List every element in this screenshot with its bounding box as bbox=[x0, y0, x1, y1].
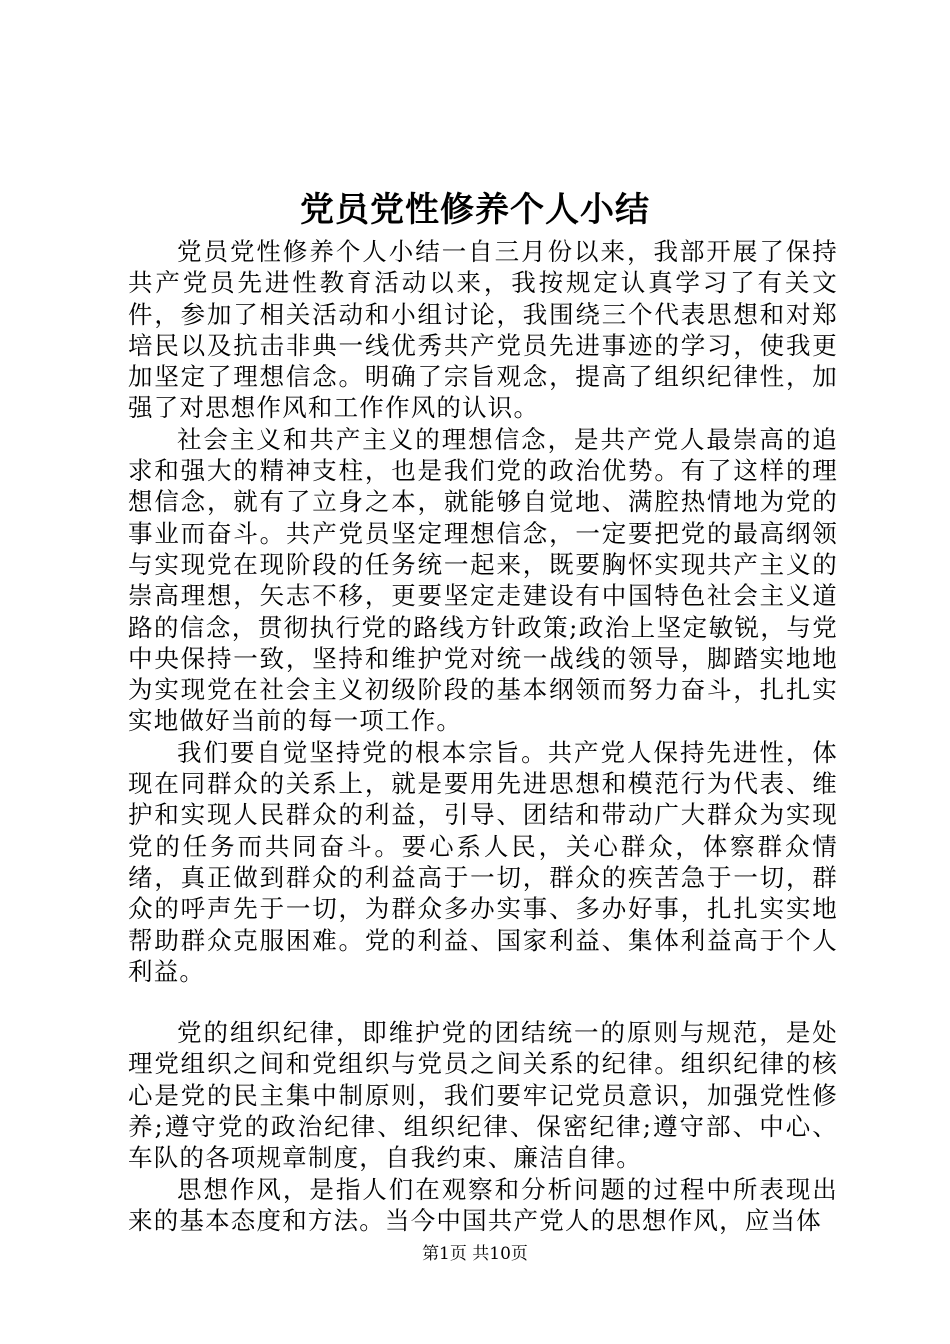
paragraph-1: 党员党性修养个人小结一自三月份以来，我部开展了保持共产党员先进性教育活动以来，我按规定认真学习了有关文件，参加了相关活动和小组讨论，我围绕三个代表思想和对郑培民以及抗击非典一线优秀共产党员先进事迹的学习，使我更加坚定了理想信念。明确了宗旨观念，提高了组织纪律性，加强了对思想作风和工作作风的认识。 bbox=[128, 237, 838, 423]
paragraph-5: 思想作风，是指人们在观察和分析问题的过程中所表现出来的基本态度和方法。当今中国共产党人的思想作风，应当体 bbox=[128, 1174, 838, 1235]
paragraph-2: 社会主义和共产主义的理想信念，是共产党人最崇高的追求和强大的精神支柱，也是我们党的政治优势。有了这样的理想信念，就有了立身之本，就能够自觉地、满腔热情地为党的事业而奋斗。共产党员坚定理想信念，一定要把党的最高纲领与实现党在现阶段的任务统一起来，既要胸怀实现共产主义的崇高理想，矢志不移，更要坚定走建设有中国特色社会主义道路的信念，贯彻执行党的路线方针政策;政治上坚定敏锐，与党中央保持一致，坚持和维护党对统一战线的领导，脚踏实地地为实现党在社会主义初级阶段的基本纲领而努力奋斗，扎扎实实地做好当前的每一项工作。 bbox=[128, 424, 838, 736]
page-number-footer: 第1页 共10页 bbox=[422, 1244, 528, 1264]
paragraph-3: 我们要自觉坚持党的根本宗旨。共产党人保持先进性，体现在同群众的关系上，就是要用先进思想和模范行为代表、维护和实现人民群众的利益，引导、团结和带动广大群众为实现党的任务而共同奋斗。要心系人民，关心群众，体察群众情绪，真正做到群众的利益高于一切，群众的疾苦急于一切，群众的呼声先于一切，为群众多办实事、多办好事，扎扎实实地帮助群众克服困难。党的利益、国家利益、集体利益高于个人利益。 bbox=[128, 737, 838, 986]
paragraph-4: 党的组织纪律，即维护党的团结统一的原则与规范，是处理党组织之间和党组织与党员之间关系的纪律。组织纪律的核心是党的民主集中制原则，我们要牢记党员意识，加强党性修养;遵守党的政治纪律、组织纪律、保密纪律;遵守部、中心、车队的各项规章制度，自我约束、廉洁自律。 bbox=[128, 1018, 838, 1173]
paragraph-spacer bbox=[128, 987, 838, 1017]
document-title: 党员党性修养个人小结 bbox=[300, 190, 650, 230]
document-body bbox=[128, 236, 838, 1236]
